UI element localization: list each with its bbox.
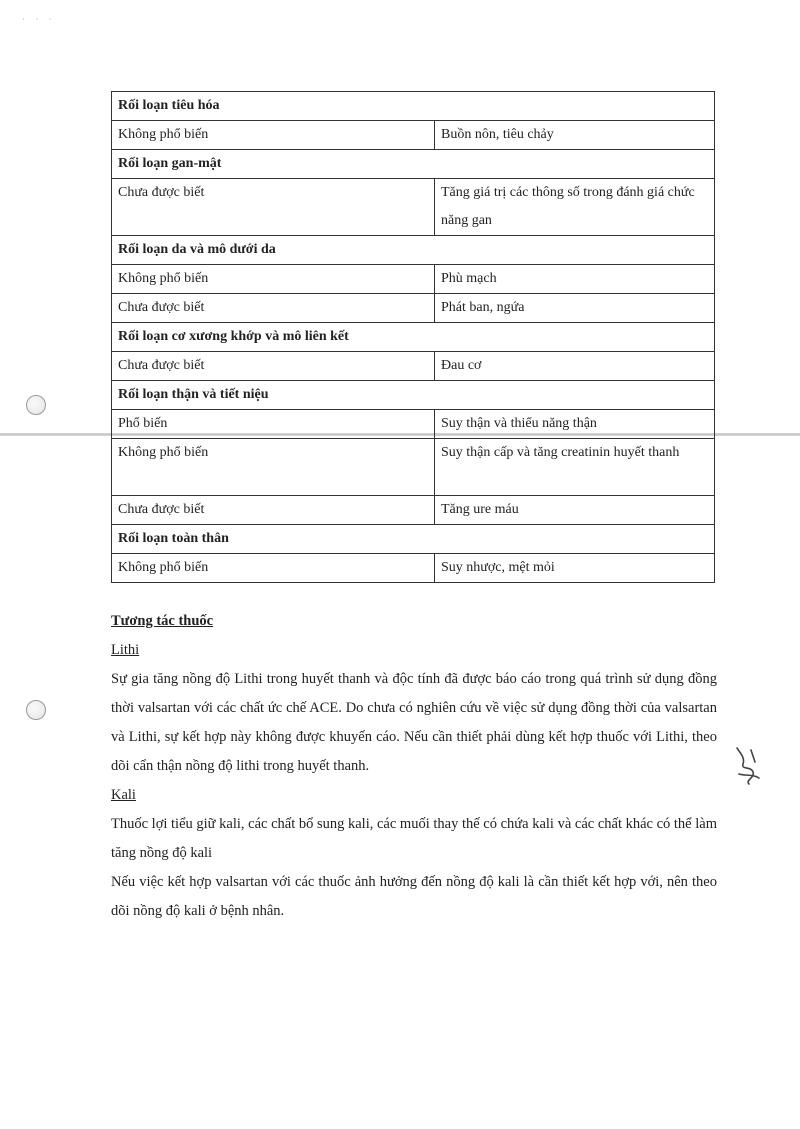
kali-paragraph-1: Thuốc lợi tiểu giữ kali, các chất bổ sung kali, các muối thay thế có chứa kali và các chất khác có thể làm tăng nồng độ kali [111,816,717,861]
effect-cell: Đau cơ [435,352,715,381]
section-heading: Rối loạn toàn thân [112,525,715,554]
frequency-cell: Không phổ biến [112,265,435,294]
table-row [112,439,715,496]
table-section-row [112,381,715,410]
frequency-cell: Không phổ biến [112,554,435,583]
kali-subheading: Kali [111,787,136,803]
table-row [112,554,715,583]
effect-cell: Tăng ure máu [435,496,715,525]
effect-cell: Suy nhược, mệt mỏi [435,554,715,583]
lithi-subheading: Lithi [111,642,140,658]
scan-specks: · · · [22,14,56,24]
table-section-row [112,150,715,179]
section-heading: Rối loạn gan-mật [112,150,715,179]
initials-signature [731,744,765,790]
table-section-row [112,525,715,554]
kali-paragraph-2: Nếu việc kết hợp valsartan với các thuốc ảnh hưởng đến nồng độ kali là cần thiết kết hợp với, nên theo dõi nồng độ kali ở bệnh nhân. [111,874,717,919]
section-heading: Rối loạn da và mô dưới da [112,236,715,265]
effect-cell: Phù mạch [435,265,715,294]
table-row [112,410,715,439]
section-heading: Rối loạn tiêu hóa [112,92,715,121]
punch-hole-lower [26,700,46,720]
effect-cell: Buồn nôn, tiêu chảy [435,121,715,150]
effect-cell: Phát ban, ngứa [435,294,715,323]
table-section-row [112,92,715,121]
punch-hole-upper [26,395,46,415]
frequency-cell: Chưa được biết [112,496,435,525]
table-row [112,265,715,294]
frequency-cell: Không phổ biến [112,121,435,150]
frequency-cell: Chưa được biết [112,294,435,323]
table-row [112,179,715,236]
table-row [112,352,715,381]
table-section-row [112,236,715,265]
effect-cell: Tăng giá trị các thông số trong đánh giá chức năng gan [435,179,715,236]
frequency-cell: Không phổ biến [112,439,435,496]
section-heading: Rối loạn cơ xương khớp và mô liên kết [112,323,715,352]
adverse-effects-table [111,91,715,583]
effect-cell: Suy thận và thiểu năng thận [435,410,715,439]
drug-interactions-section [111,607,717,926]
table-row [112,294,715,323]
effect-cell: Suy thận cấp và tăng creatinin huyết thanh [435,439,715,496]
frequency-cell: Phổ biến [112,410,435,439]
lithi-paragraph: Sự gia tăng nồng độ Lithi trong huyết thanh và độc tính đã được báo cáo trong quá trình sử dụng đồng thời valsartan với các chất ức chế ACE. Do chưa có nghiên cứu về việc sử dụng đồng thời của valsartan và Lithi, sự kết hợp này không được khuyến cáo. Nếu cần thiết phải dùng kết hợp thuốc với Lithi, theo dõi cẩn thận nồng độ lithi trong huyết thanh. [111,671,717,774]
frequency-cell: Chưa được biết [112,179,435,236]
interactions-heading: Tương tác thuốc [111,613,214,629]
table-row [112,121,715,150]
section-heading: Rối loạn thận và tiết niệu [112,381,715,410]
table-section-row [112,323,715,352]
frequency-cell: Chưa được biết [112,352,435,381]
table-row [112,496,715,525]
